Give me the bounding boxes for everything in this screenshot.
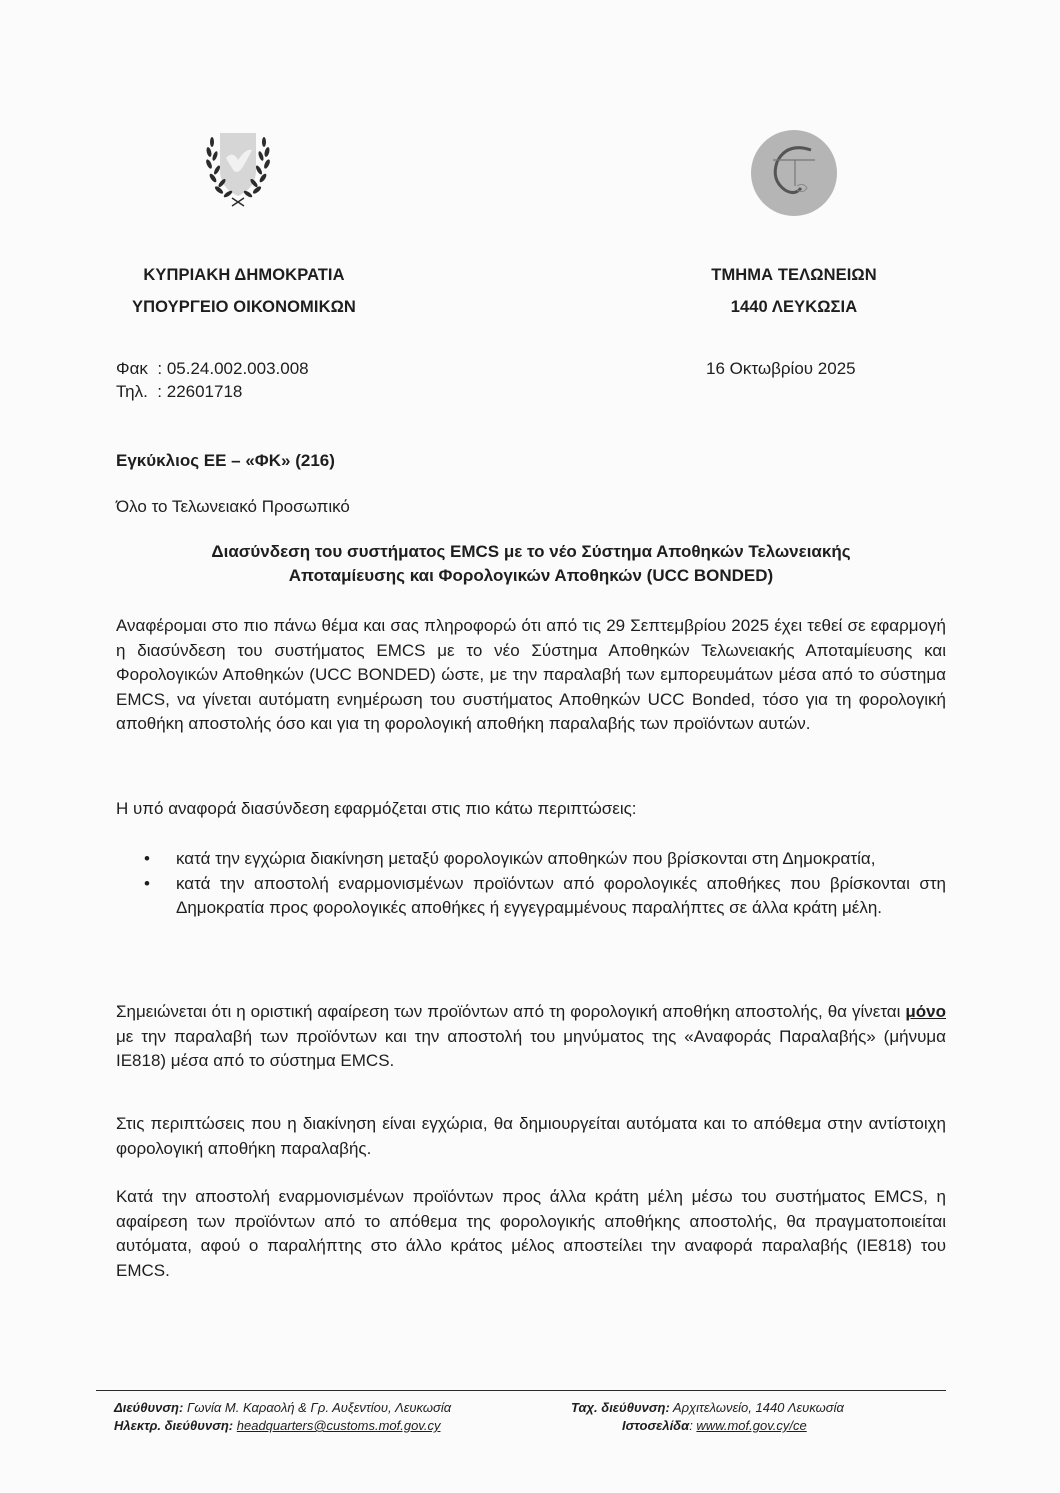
paragraph-intra-eu: Κατά την αποστολή εναρμονισμένων προϊόντων προς άλλα κράτη μέλη μέσω του συστήματος EMCS, η αφαίρεση των προϊόντων από το απόθεμα της φορολογικής αποθήκης αποστολής, θα πραγματοποιείται αυτόματα, αφού ο παραλήπτης στο άλλο κράτος μέλος αποστείλει την αναφορά παραλαβής (IE818) του EMCS. [116,1187,946,1280]
removal-note-text-start: Σημειώνεται ότι η οριστική αφαίρεση των προϊόντων από τη φορολογική αποθήκη αποστολής, θα γίνεται [116,1002,906,1021]
list-item [116,847,946,872]
footer-website: Ιστοσελίδα: www.mof.gov.cy/ce [622,1418,807,1433]
letter-date: 16 Οκτωβρίου 2025 [706,359,856,378]
customs-seal-logo [749,128,839,218]
list-item-text: κατά την αποστολή εναρμονισμένων προϊόντων από φορολογικές αποθήκες που βρίσκονται στη Δημοκρατία προς φορολογικές αποθήκες ή εγγεγραμμένους παραλήπτες σε άλλα κράτη μέλη. [176,873,946,917]
list-item [116,872,946,921]
paragraph-domestic-stock: Στις περιπτώσεις που η διακίνηση είναι εγχώρια, θα δημιουργείται αυτόματα και το απόθεμα στην αντίστοιχη φορολογική αποθήκη παραλαβής. [116,1114,946,1158]
subject-heading [116,540,946,588]
paragraph-removal-note [116,1000,946,1074]
subject-line-2: Αποταμίευσης και Φορολογικών Αποθηκών (UCC BONDED) [288,566,774,585]
country-name: ΚΥΠΡΙΑΚΗ ΔΗΜΟΚΡΑΤΙΑ [143,266,345,284]
email-label: Ηλεκτρ. διεύθυνση: [114,1418,234,1433]
website-label: Ιστοσελίδα [622,1418,690,1433]
list-item-text: κατά την εγχώρια διακίνηση μεταξύ φορολογικών αποθηκών που βρίσκονται στη Δημοκρατία, [176,849,876,868]
emphasis-only: μόνο [905,1002,946,1021]
file-value: 05.24.002.003.008 [166,359,309,378]
postal-label: Ταχ. διεύθυνση: [571,1400,670,1415]
footer-postal [571,1399,844,1417]
file-label: Φακ [116,359,148,378]
bullet-icon: • [144,849,150,868]
cases-list [116,847,946,921]
removal-note-text-end: με την παραλαβή των προϊόντων και την αποστολή του μηνύματος της «Αναφοράς Παραλαβής» (μήνυμα IE818) μέσα από το σύστημα EMCS. [116,1026,946,1070]
postal-value: Αρχιτελωνείο, 1440 Λευκωσία [672,1400,844,1415]
paragraph-intro: Αναφέρομαι στο πιο πάνω θέμα και σας πληροφορώ ότι από τις 29 Σεπτεμβρίου 2025 έχει τεθεί σε εφαρμογή η διασύνδεση του συστήματος EMCS με το νέο Σύστημα Αποθηκών Τελωνειακής Αποταμίευσης και Φορολογικών Αποθηκών (UCC BONDED) ώστε, με την παραλαβή των εμπορευμάτων μέσα από το σύστημα EMCS, να γίνεται αυτόματη ενημέρωση του συστήματος Αποθηκών UCC Bonded, τόσο για τη φορολογική αποθήκη αποστολής όσο και για τη φορολογική αποθήκη παραλαβής των προϊόντων αυτών. [116,616,946,733]
address-label: Διεύθυνση: [114,1400,184,1415]
email-link[interactable]: headquarters@customs.mof.gov.cy [236,1418,441,1433]
cyprus-coat-of-arms-logo [188,128,288,218]
phone-value: 22601718 [166,382,243,401]
bullet-icon: • [144,873,150,893]
footer-email [114,1417,440,1435]
phone-reference: Τηλ. : 22601718 [116,382,243,401]
paragraph-cases-intro: Η υπό αναφορά διασύνδεση εφαρμόζεται στις πιο κάτω περιπτώσεις: [116,799,637,818]
footer-address [114,1399,451,1417]
website-link[interactable]: www.mof.gov.cy/ce [696,1418,807,1433]
file-reference: Φακ : 05.24.002.003.008 [116,359,309,378]
customs-seal-icon [749,128,839,218]
department-name: ΤΜΗΜΑ ΤΕΛΩΝΕΙΩΝ [711,266,877,284]
recipient: Όλο το Τελωνειακό Προσωπικό [116,497,350,516]
address-value: Γωνία Μ. Καραολή & Γρ. Αυξεντίου, Λευκωσία [186,1400,452,1415]
phone-label: Τηλ. [116,382,148,401]
department-city: 1440 ΛΕΥΚΩΣΙΑ [730,298,858,316]
coat-of-arms-icon [188,128,288,218]
circular-title: Εγκύκλιος ΕΕ – «ΦΚ» (216) [116,451,335,470]
ministry-name: ΥΠΟΥΡΓΕΙΟ ΟΙΚΟΝΟΜΙΚΩΝ [132,298,356,316]
subject-line-1: Διασύνδεση του συστήματος EMCS με το νέο Σύστημα Αποθηκών Τελωνειακής [211,542,851,561]
footer-divider [96,1390,946,1391]
